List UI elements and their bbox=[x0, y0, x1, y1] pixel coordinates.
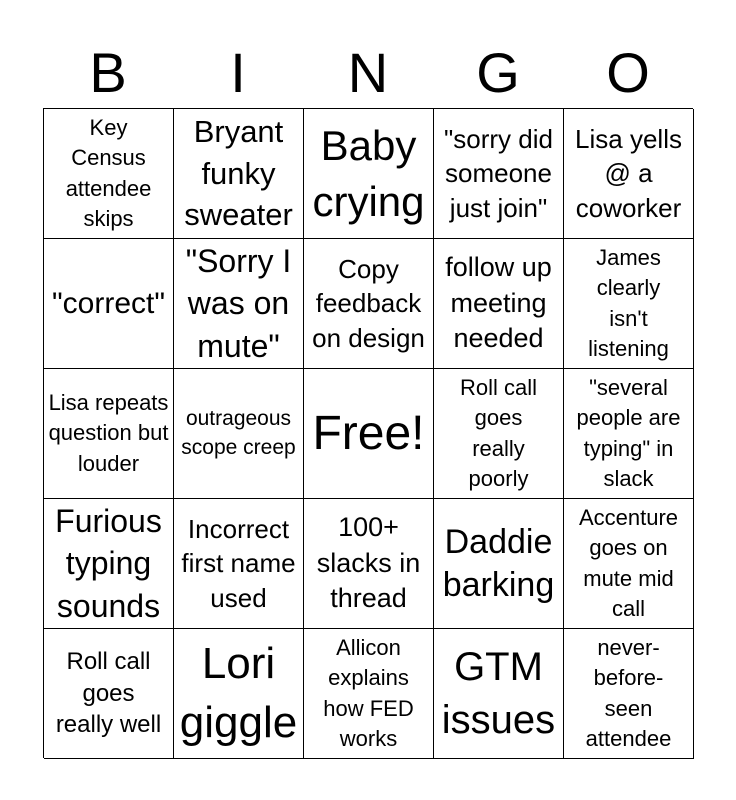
bingo-cell[interactable]: "Sorry I was on mute" bbox=[174, 239, 304, 369]
bingo-cell[interactable]: Lori giggle bbox=[174, 629, 304, 759]
bingo-cell[interactable]: Furious typing sounds bbox=[44, 499, 174, 629]
bingo-cell[interactable]: 100+ slacks in thread bbox=[304, 499, 434, 629]
bingo-cell[interactable]: Free! bbox=[304, 369, 434, 499]
bingo-cell[interactable]: Baby crying bbox=[304, 109, 434, 239]
bingo-cell[interactable]: "several people are typing" in slack bbox=[564, 369, 694, 499]
bingo-cell[interactable]: James clearly isn't listening bbox=[564, 239, 694, 369]
bingo-cell[interactable]: Bryant funky sweater bbox=[174, 109, 304, 239]
bingo-cell[interactable]: never-before-seen attendee bbox=[564, 629, 694, 759]
bingo-board bbox=[43, 108, 693, 758]
header-letter-i: I bbox=[230, 41, 246, 104]
header-letter-b: B bbox=[89, 41, 127, 104]
bingo-cell[interactable]: Accenture goes on mute mid call bbox=[564, 499, 694, 629]
header-letter-g: G bbox=[476, 41, 520, 104]
bingo-cell[interactable]: Allicon explains how FED works bbox=[304, 629, 434, 759]
bingo-cell[interactable]: follow up meeting needed bbox=[434, 239, 564, 369]
bingo-cell[interactable]: Copy feedback on design bbox=[304, 239, 434, 369]
bingo-cell[interactable]: Lisa yells @ a coworker bbox=[564, 109, 694, 239]
bingo-cell[interactable]: GTM issues bbox=[434, 629, 564, 759]
header-letter-o: O bbox=[606, 41, 650, 104]
bingo-header bbox=[43, 38, 693, 108]
bingo-cell[interactable]: outrageous scope creep bbox=[174, 369, 304, 499]
bingo-cell[interactable]: Incorrect first name used bbox=[174, 499, 304, 629]
bingo-cell[interactable]: "sorry did someone just join" bbox=[434, 109, 564, 239]
bingo-cell[interactable]: Daddie barking bbox=[434, 499, 564, 629]
bingo-cell[interactable]: Roll call goes really well bbox=[44, 629, 174, 759]
header-letter-n: N bbox=[347, 41, 389, 104]
bingo-cell[interactable]: Key Census attendee skips bbox=[44, 109, 174, 239]
bingo-cell[interactable]: "correct" bbox=[44, 239, 174, 369]
bingo-cell[interactable]: Lisa repeats question but louder bbox=[44, 369, 174, 499]
bingo-cell[interactable]: Roll call goes really poorly bbox=[434, 369, 564, 499]
